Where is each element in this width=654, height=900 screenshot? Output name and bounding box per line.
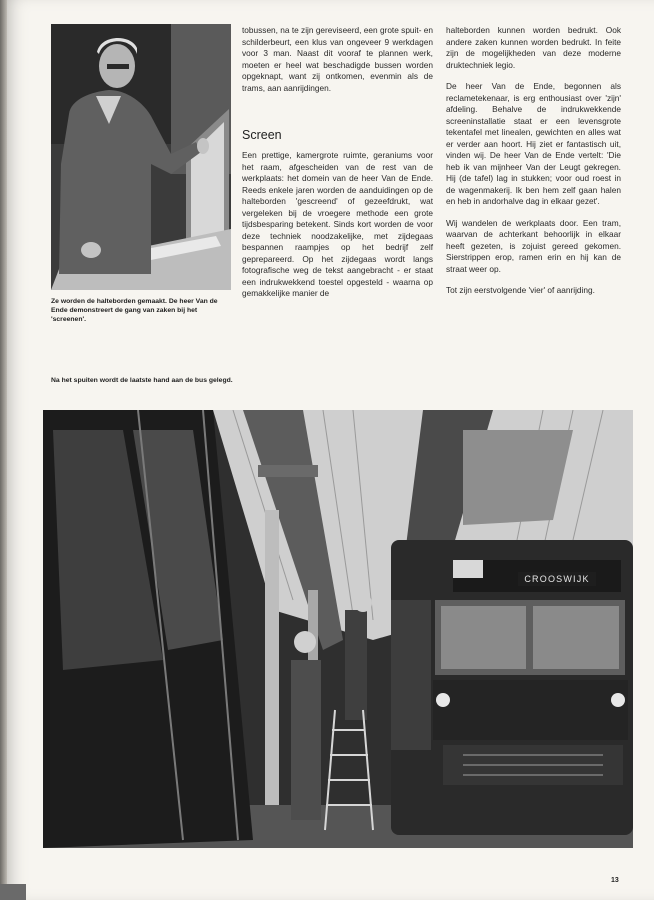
middle-column-intro <box>242 25 433 104</box>
middle-column-body <box>242 150 433 310</box>
page-corner-shadow <box>0 884 26 900</box>
right-column <box>446 25 621 307</box>
bus-workshop-photo <box>43 410 633 848</box>
photo-caption: Ze worden de halteborden gemaakt. De heer Van de Ende demonstreert de gang van zaken bij het 'screenen'. <box>51 298 218 323</box>
paragraph: Wij wandelen de werkplaats door. Een tram, waarvan de achterkant behoorlijk in elkaar heeft gezeten, is zojuist gereed gekomen. Sierstrippen erop, ramen erin en hij kan de straat weer op. <box>446 217 621 274</box>
bus-destination-sign: CROOSWIJK <box>518 572 596 586</box>
screen-paragraph: Een prettige, kamergrote ruimte, geraniums voor het raam, afgescheiden van de rest van de werkplaats: het domein van de heer Van de Ende. Reeds enkele jaren worden de aanduidingen op de halteborden 'gescreend' of gezeefdrukt, wat vergeleken bij de vroegere methode een grote tijdsbesparing betekent. Sinds kort worden de voor deze techniek noodzakelijke, met zijdegaas bespannen raampjes op het bedrijf zelf geprepareerd. Op het zijdegaas wordt langs fotografische weg de tekst aangebracht - er staat een indrukwekkend toestel opgesteld - waarna op gemakkelijke manier de <box>242 150 433 298</box>
paragraph: De heer Van de Ende, begonnen als reclametekenaar, is erg enthousiast over 'zijn' afdeling. Behalve de indrukwekkende screeninstallatie staat er een levensgrote tekentafel met linealen, gewichten en alles wat er verder aan hoort. Hij ziet er fantastisch uit, vinden wij. De heer Van de Ende vertelt: 'Die heb ik van mijnheer Van der Leugt gekregen. Hij (de tafel) lag in stukken; voor oud roest in de wagenmakerij. Ik ben hem zelf gaan halen en heb in andorhalve dag in elkaar gezet'. <box>446 81 621 206</box>
section-heading: Screen <box>242 128 282 142</box>
bus-photo-caption: Na het spuiten wordt de laatste hand aan de bus gelegd. <box>51 377 233 384</box>
binding-edge <box>0 0 7 900</box>
paragraph: halteborden kunnen worden bedrukt. Ook andere zaken kunnen worden bedrukt. In feite zijn de mogelijkheden van deze moderne druktechniek legio. <box>446 25 621 70</box>
page-number: 13 <box>611 877 619 884</box>
intro-paragraph: tobussen, na te zijn gereviseerd, een grote spuit- en schilderbeurt, een klus van ongeveer 9 werkdagen voor 3 man. Naast dit vooraf te plannen werk, moeten er heel wat beschadigde bussen worden opgeknapt, want zij ontkomen, evenmin als de trams, aan aanrijdingen. <box>242 25 433 93</box>
paragraph: Tot zijn eerstvolgende 'vier' of aanrijding. <box>446 285 595 295</box>
screen-printing-photo <box>51 24 231 290</box>
